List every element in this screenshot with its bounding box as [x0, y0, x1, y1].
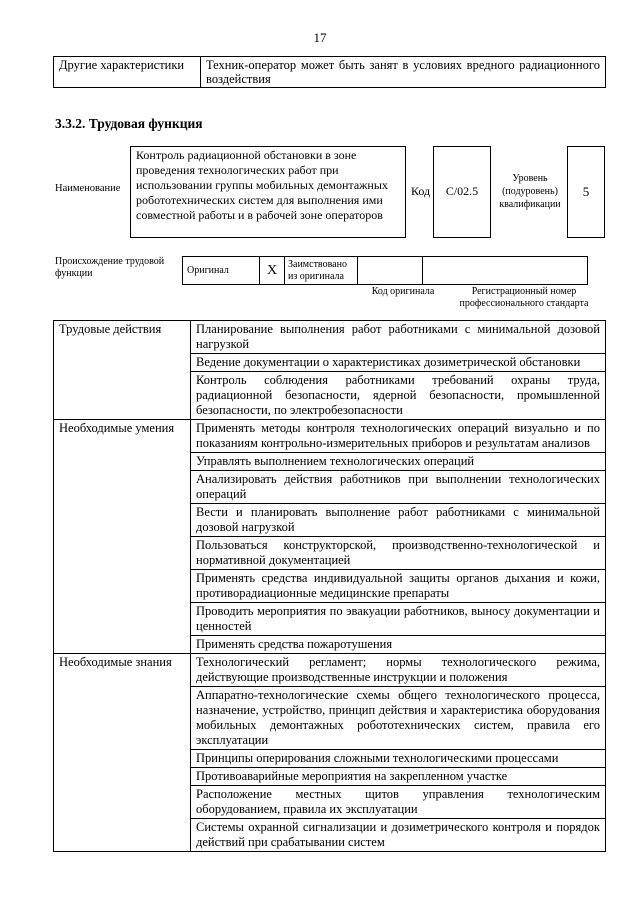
section-title: 3.3.2. Трудовая функция: [55, 116, 203, 131]
origin-reg-caption: Регистрационный номер профессионального стандарта: [459, 286, 589, 309]
origin-original: Оригинал: [183, 257, 260, 285]
table-row: [54, 420, 606, 453]
group-item: Принципы оперирования сложными технологическими процессами: [191, 750, 606, 768]
table-row: [54, 321, 606, 354]
group-item: Технологический регламент; нормы технологического режима, действующие производственные инструкции и положения: [191, 654, 606, 687]
group-item: Планирование выполнения работ работниками с минимальной дозовой нагрузкой: [191, 321, 606, 354]
group-label: Необходимые умения: [54, 420, 191, 654]
origin-table: [182, 256, 588, 285]
group-item: Расположение местных щитов управления технологическим оборудованием, правила их эксплуатации: [191, 786, 606, 819]
function-name-value: Контроль радиационной обстановки в зоне проведения технологических работ при использовании группы мобильных демонтажных робототехнических систем для выполнения ими совместной работы и в рабочей зоне операторов: [136, 148, 388, 222]
group-item: Ведение документации о характеристиках дозиметрической обстановки: [191, 354, 606, 372]
function-details-table: [53, 320, 606, 852]
origin-label: Происхождение трудовой функции: [55, 256, 165, 279]
group-item: Противоаварийные мероприятия на закрепленном участке: [191, 768, 606, 786]
group-item: Анализировать действия работников при выполнении технологических операций: [191, 471, 606, 504]
group-item: Системы охранной сигнализации и дозиметрического контроля и порядок действий при срабатывании систем: [191, 819, 606, 852]
level-box: [567, 146, 605, 238]
group-item: Проводить мероприятия по эвакуации работников, выносу документации и ценностей: [191, 603, 606, 636]
origin-borrowed: Заимствовано из оригинала: [285, 257, 358, 285]
group-item: Контроль соблюдения работниками требований охраны труда, радиационной безопасности, ядерной безопасности, промышленной безопасности, по электробезопасности: [191, 372, 606, 420]
group-item: Применять средства индивидуальной защиты органов дыхания и кожи, противорадиационные медицинские препараты: [191, 570, 606, 603]
group-label: Необходимые знания: [54, 654, 191, 852]
level-value: 5: [582, 184, 590, 199]
group-item: Применять средства пожаротушения: [191, 636, 606, 654]
group-item: Применять методы контроля технологических операций визуально и по показаниям контрольно-измерительных приборов и результатам анализов: [191, 420, 606, 453]
code-box: [433, 146, 491, 238]
other-characteristics-value: Техник-оператор может быть занят в условиях вредного радиационного воздействия: [201, 57, 606, 88]
origin-code-cell: [358, 257, 423, 285]
function-name-box: [130, 146, 406, 238]
level-label: Уровень (подуровень) квалификации: [499, 173, 561, 210]
table-row: [54, 654, 606, 687]
group-item: Управлять выполнением технологических операций: [191, 453, 606, 471]
group-item: Вести и планировать выполнение работ работниками с минимальной дозовой нагрузкой: [191, 504, 606, 537]
page-number: 17: [313, 30, 327, 45]
name-label: Наименование: [55, 183, 121, 194]
group-label: Трудовые действия: [54, 321, 191, 420]
origin-reg-cell: [423, 257, 588, 285]
origin-code-caption: Код оригинала: [371, 286, 435, 297]
other-characteristics-label: Другие характеристики: [54, 57, 201, 88]
code-value: C/02.5: [445, 184, 479, 198]
group-item: Пользоваться конструкторской, производственно-технологической и нормативной документацией: [191, 537, 606, 570]
origin-mark: X: [260, 257, 285, 285]
other-characteristics-table: [53, 56, 606, 88]
group-item: Аппаратно-технологические схемы общего технологического процесса, назначение, устройство, принцип действия и характеристика оборудования мобильных демонтажных робототехнических систем, правила его эксплуатации: [191, 687, 606, 750]
code-label: Код: [411, 184, 431, 198]
